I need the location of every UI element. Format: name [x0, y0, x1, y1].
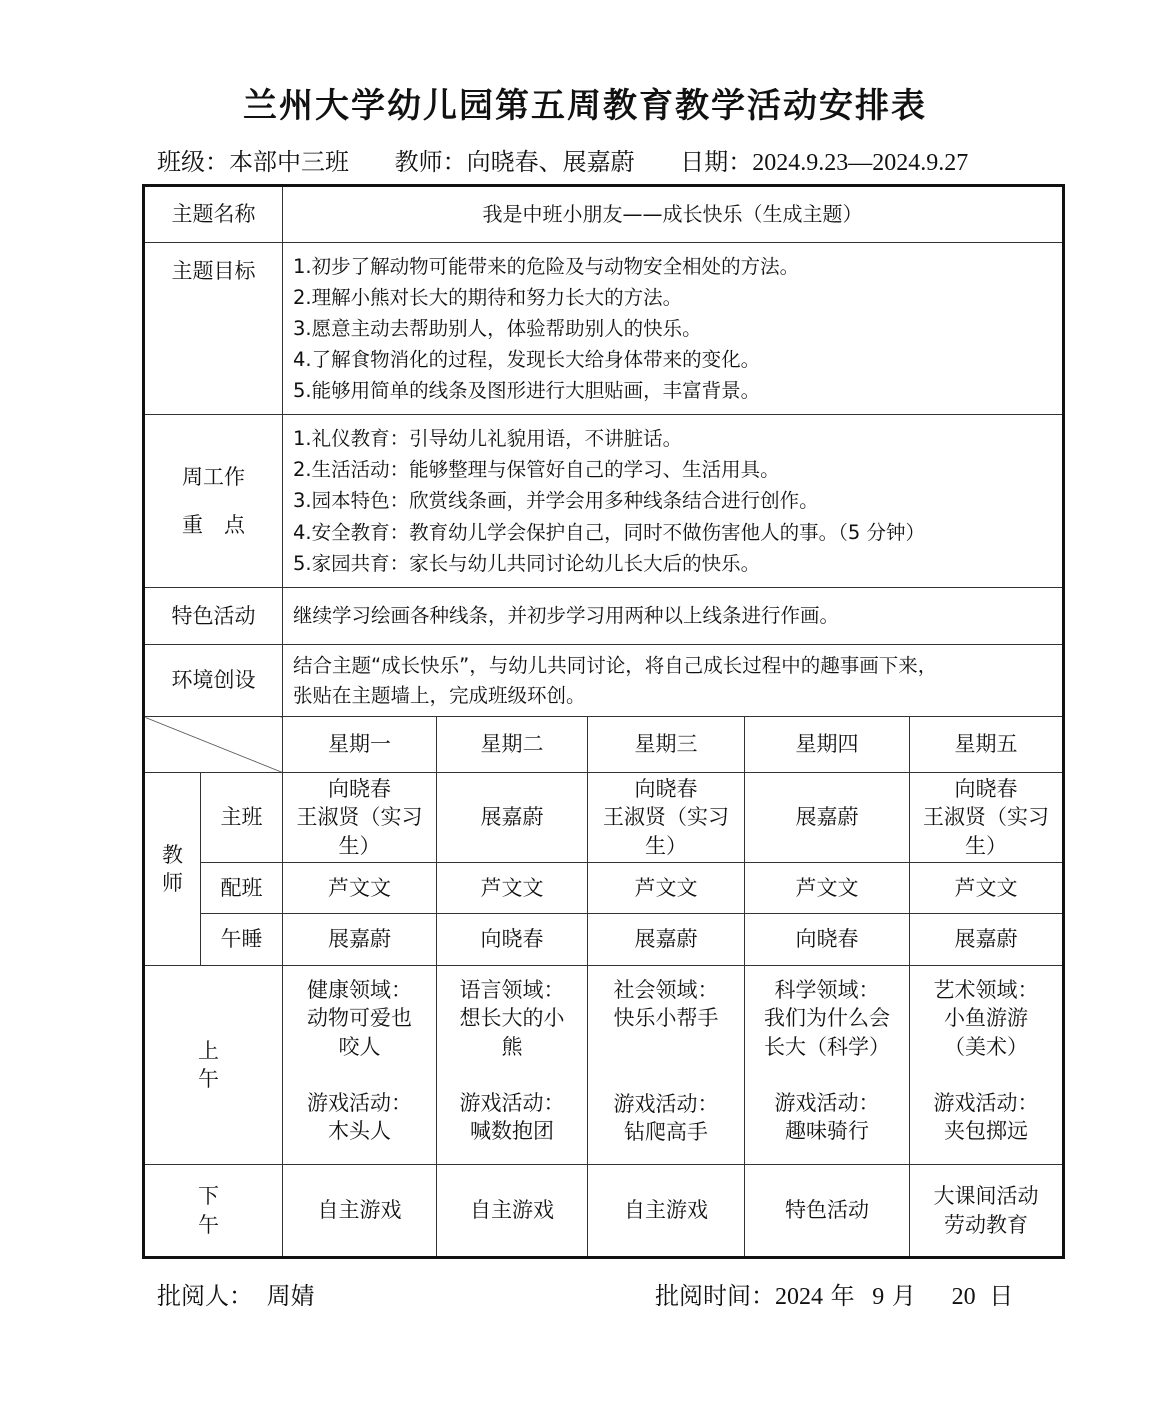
- cell-line: 艺术领域：: [933, 978, 1039, 1002]
- cell-line: 展嘉蔚: [480, 805, 544, 830]
- cell-line: 游戏活动：: [459, 1091, 565, 1116]
- reviewer-value: 周婧: [266, 1282, 315, 1310]
- diagonal-corner-cell: [144, 717, 283, 773]
- cell-line: 长大（科学）: [764, 1034, 890, 1059]
- environment-label: 环境创设: [144, 645, 283, 717]
- main-teacher-cell: [437, 773, 588, 863]
- afternoon-row: [144, 1165, 1064, 1258]
- feature-activity-value: 继续学习绘画各种线条，并初步学习用两种以上线条进行作画。: [283, 588, 1064, 645]
- header-meta: [157, 142, 1037, 177]
- theme-name-label: 主题名称: [144, 186, 283, 243]
- review-year-unit: 年: [830, 1282, 855, 1310]
- day-header-thursday: 星期四: [745, 717, 910, 773]
- goal-item: 3.愿意主动去帮助别人，体验帮助别人的快乐。: [293, 316, 702, 340]
- teacher-info: [395, 142, 635, 177]
- class-label: 班级：: [157, 148, 229, 176]
- cell-line: 生）: [645, 833, 687, 858]
- cell-line: 特色活动: [785, 1198, 869, 1223]
- review-month-unit: 月: [891, 1282, 916, 1310]
- class-info: [157, 142, 349, 177]
- assist-teacher-cell: 芦文文: [283, 863, 437, 914]
- date-info: [680, 142, 968, 177]
- cell-line: 游戏活动：: [307, 1091, 412, 1116]
- feature-activity-row: [144, 588, 1064, 645]
- goal-item: 1.初步了解动物可能带来的危险及与动物安全相处的方法。: [293, 254, 800, 278]
- morning-label: 上 午: [144, 966, 283, 1165]
- nap-teacher-cell: 展嘉蔚: [588, 914, 745, 966]
- schedule-table: [142, 184, 1065, 1259]
- goal-item: 4.了解食物消化的过程，发现长大给身体带来的变化。: [293, 348, 761, 372]
- morning-cell: [910, 966, 1064, 1165]
- nap-teacher-cell: 展嘉蔚: [910, 914, 1064, 966]
- cell-line: 钻爬高手: [624, 1120, 708, 1145]
- nap-teacher-cell: 展嘉蔚: [283, 914, 437, 966]
- main-teacher-cell: [588, 773, 745, 863]
- cell-line: 劳动教育: [944, 1212, 1029, 1237]
- cell-line: 王淑贤（实习: [296, 805, 423, 830]
- cell-line: 大课间活动: [933, 1184, 1039, 1209]
- review-time-label: 批阅时间：: [655, 1282, 775, 1310]
- assist-teacher-cell: 芦文文: [745, 863, 910, 914]
- review-day: 20: [951, 1284, 976, 1310]
- assist-teacher-row: [144, 863, 1064, 914]
- main-teacher-cell: [745, 773, 910, 863]
- cell-line: 咬人: [338, 1034, 381, 1059]
- cell-line: 动物可爱也: [307, 1006, 412, 1031]
- main-teacher-cell: [910, 773, 1064, 863]
- afternoon-cell: [283, 1165, 437, 1258]
- teacher-value: 向晓春、展嘉蔚: [466, 148, 635, 176]
- day-header-friday: 星期五: [910, 717, 1064, 773]
- afternoon-cell: [745, 1165, 910, 1258]
- reviewer-info: [157, 1276, 315, 1311]
- morning-cell: [745, 966, 910, 1165]
- environment-value: [283, 645, 1064, 717]
- afternoon-cell: [588, 1165, 745, 1258]
- morning-row: [144, 966, 1064, 1165]
- cell-line: 小鱼游游: [944, 1006, 1029, 1031]
- cell-line: 健康领域：: [307, 978, 412, 1002]
- nap-teacher-cell: 向晓春: [437, 914, 588, 966]
- cell-line: 王淑贤（实习: [603, 805, 729, 830]
- main-teacher-row: [144, 773, 1064, 863]
- cell-line: 想长大的小: [459, 1006, 565, 1031]
- environment-line: 结合主题“成长快乐”，与幼儿共同讨论，将自己成长过程中的趣事画下来，: [293, 654, 938, 678]
- weekly-focus-row: [144, 415, 1064, 588]
- feature-activity-label: 特色活动: [144, 588, 283, 645]
- cell-line: 科学领域：: [774, 978, 880, 1002]
- teacher-group-label: [144, 773, 201, 966]
- cell-line: 游戏活动：: [933, 1091, 1039, 1116]
- cell-line: 木头人: [328, 1119, 391, 1144]
- environment-row: [144, 645, 1064, 717]
- cell-line: [588, 1033, 744, 1062]
- cell-line: 趣味骑行: [785, 1119, 869, 1144]
- cell-line: 喊数抱团: [470, 1119, 554, 1144]
- day-header-tuesday: 星期二: [437, 717, 588, 773]
- weekly-focus-label-line: 重 点: [182, 513, 245, 537]
- cell-line: 熊: [501, 1034, 523, 1059]
- teacher-label: 教师：: [394, 148, 467, 176]
- cell-line: 游戏活动：: [613, 1091, 719, 1116]
- main-teacher-cell: [283, 773, 437, 863]
- weekly-focus-label: [144, 415, 283, 588]
- goal-item: 5.能够用简单的线条及图形进行大胆贴画，丰富背景。: [293, 379, 761, 403]
- review-day-unit: 日: [989, 1282, 1014, 1310]
- cell-line: 生）: [965, 833, 1008, 858]
- theme-goals-list: [283, 243, 1064, 415]
- theme-name-row: [144, 186, 1064, 243]
- morning-cell: [437, 966, 588, 1165]
- cell-line: 我们为什么会: [764, 1006, 890, 1031]
- main-teacher-label: 主班: [201, 773, 283, 863]
- afternoon-cell: [910, 1165, 1064, 1258]
- weekly-focus-list: [283, 415, 1064, 588]
- class-value: 本部中三班: [229, 148, 349, 176]
- assist-teacher-cell: 芦文文: [437, 863, 588, 914]
- focus-item: 5.家园共育：家长与幼儿共同讨论幼儿长大后的快乐。: [293, 551, 761, 575]
- date-label: 日期：: [680, 148, 753, 176]
- review-month: 9: [872, 1284, 885, 1310]
- cell-line: 快乐小帮手: [613, 1006, 719, 1031]
- cell-line: 自主游戏: [317, 1198, 402, 1223]
- cell-line: 夹包掷远: [944, 1119, 1029, 1144]
- nap-teacher-label: 午睡: [201, 914, 283, 966]
- focus-item: 3.园本特色：欣赏线条画，并学会用多种线条结合进行创作。: [293, 489, 819, 513]
- morning-cell: [283, 966, 437, 1165]
- date-value: 2024.9.23—2024.9.27: [752, 150, 969, 176]
- cell-line: 自主游戏: [470, 1198, 554, 1223]
- teacher-group-label-char: 师: [162, 871, 183, 895]
- reviewer-label: 批阅人：: [157, 1282, 253, 1310]
- day-header-monday: 星期一: [283, 717, 437, 773]
- cell-line: 向晓春: [328, 776, 391, 801]
- review-year: 2024: [775, 1284, 823, 1310]
- cell-line: 生）: [338, 833, 381, 858]
- cell-line: 社会领域：: [613, 978, 719, 1002]
- cell-line: 向晓春: [634, 776, 698, 801]
- day-header-wednesday: 星期三: [588, 717, 745, 773]
- nap-teacher-cell: 向晓春: [745, 914, 910, 966]
- nap-teacher-row: [144, 914, 1064, 966]
- cell-line: 游戏活动：: [774, 1091, 880, 1116]
- morning-cell: [588, 966, 745, 1165]
- goal-item: 2.理解小熊对长大的期待和努力长大的方法。: [293, 285, 683, 309]
- assist-teacher-cell: 芦文文: [910, 863, 1064, 914]
- afternoon-cell: [437, 1165, 588, 1258]
- teacher-group-label-char: 教: [162, 842, 183, 867]
- cell-line: 展嘉蔚: [795, 805, 859, 830]
- weekly-focus-label-line: 周工作: [182, 464, 245, 489]
- focus-item: 4.安全教育：教育幼儿学会保护自己，同时不做伤害他人的事。（5 分钟）: [293, 520, 925, 544]
- review-time-info: [655, 1276, 1013, 1311]
- theme-name-value: 我是中班小朋友——成长快乐（生成主题）: [283, 186, 1064, 243]
- focus-item: 2.生活活动：能够整理与保管好自己的学习、生活用具。: [293, 458, 780, 482]
- theme-goals-label: 主题目标: [144, 243, 283, 415]
- weekday-header-row: [144, 717, 1064, 773]
- page-title: 兰州大学幼儿园第五周教育教学活动安排表: [243, 86, 927, 126]
- environment-line: 张贴在主题墙上，完成班级环创。: [293, 683, 586, 707]
- cell-line: 自主游戏: [624, 1198, 708, 1223]
- cell-line: 向晓春: [954, 776, 1018, 801]
- theme-goals-row: [144, 243, 1064, 415]
- afternoon-label: 下 午: [144, 1165, 283, 1258]
- assist-teacher-label: 配班: [201, 863, 283, 914]
- assist-teacher-cell: 芦文文: [588, 863, 745, 914]
- cell-line: 语言领域：: [459, 978, 565, 1002]
- cell-line: （美术）: [944, 1034, 1029, 1059]
- cell-line: 王淑贤（实习: [923, 805, 1050, 830]
- focus-item: 1.礼仪教育：引导幼儿礼貌用语，不讲脏话。: [293, 427, 683, 451]
